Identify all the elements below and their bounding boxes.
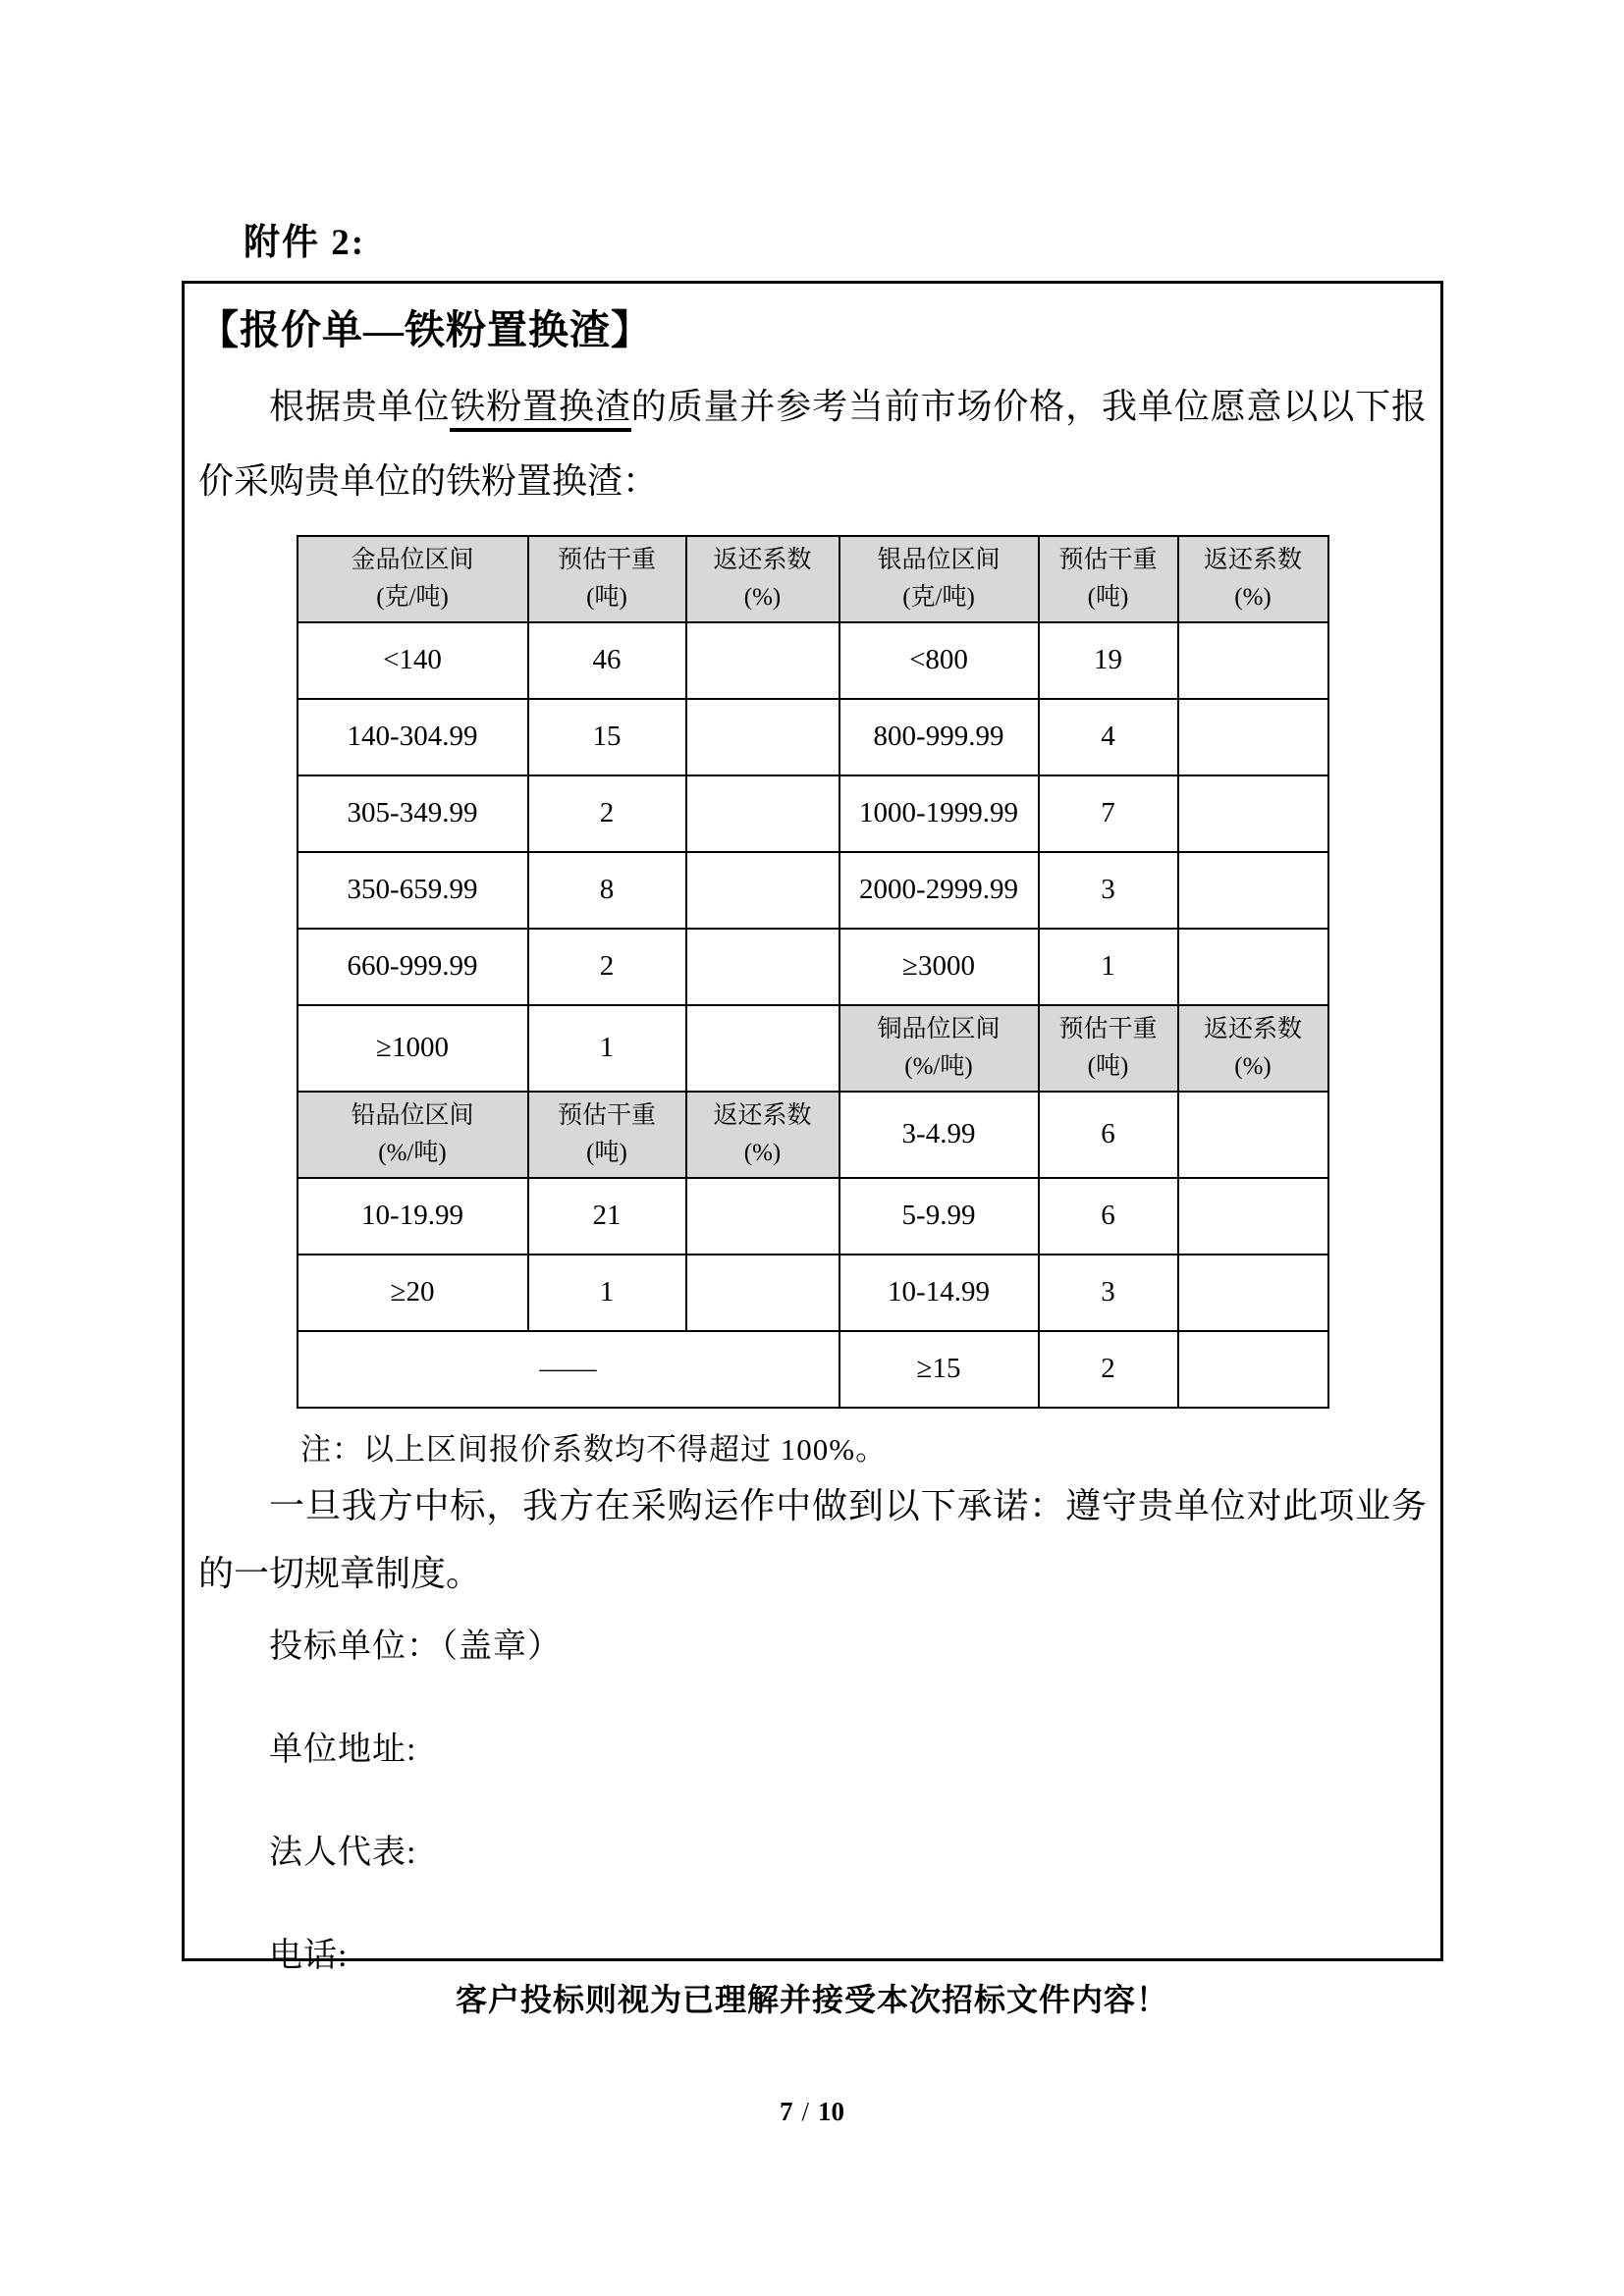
cell-text: 银品位区间 (877, 547, 1001, 574)
cell-unit-text: (%/吨) (904, 1052, 973, 1080)
cell-text: 预估干重 (1058, 547, 1158, 574)
table-cell (1039, 1255, 1178, 1331)
intro-underlined-term: 铁粉置换渣 (450, 387, 630, 432)
cell-text: 21 (592, 1200, 622, 1232)
table-cell (1178, 775, 1328, 852)
table-cell (1178, 852, 1328, 929)
cell-text: 铅品位区间 (351, 1102, 474, 1130)
cell-unit-text: (%) (1234, 583, 1272, 611)
quotation-table-body (298, 536, 1328, 1408)
table-cell (839, 775, 1039, 852)
page-number (0, 2097, 1624, 2127)
table-cell (528, 1255, 686, 1331)
cell-text: 1 (1101, 950, 1115, 983)
table-cell (528, 852, 686, 929)
page-separator: / (801, 2097, 809, 2126)
table-cell (686, 852, 839, 929)
page-total: 10 (818, 2097, 844, 2126)
cell-text: 预估干重 (1058, 1016, 1158, 1043)
table-header-cell (528, 536, 686, 622)
field-address: 单位地址: (269, 1731, 417, 1768)
table-header-cell (1039, 1005, 1178, 1092)
table-cell (686, 775, 839, 852)
table-cell (298, 1005, 528, 1092)
table-cell (298, 1331, 839, 1408)
cell-text: 3 (1101, 874, 1115, 906)
table-cell (528, 1178, 686, 1255)
table-cell (1039, 622, 1178, 699)
cell-text: 返还系数 (1203, 547, 1302, 574)
table-cell (298, 699, 528, 775)
cell-text: 6 (1101, 1118, 1115, 1150)
footer-caption: 客户投标则视为已理解并接受本次招标文件内容！ (455, 1982, 1168, 2017)
cell-text: 6 (1101, 1200, 1115, 1232)
cell-unit-text: (吨) (1087, 1052, 1129, 1080)
cell-text: 46 (592, 644, 622, 676)
table-cell (839, 1331, 1039, 1408)
table-cell (686, 1178, 839, 1255)
cell-unit-text: (%) (1234, 1052, 1272, 1080)
commitment-paragraph: 一旦我方中标，我方在采购运作中做到以下承诺：遵守贵单位对此项业务的一切规章制度。 (198, 1485, 1427, 1594)
table-header-cell (839, 1005, 1039, 1092)
table-row (298, 1005, 1328, 1092)
table-cell (1178, 929, 1328, 1005)
table-row (298, 699, 1328, 775)
cell-text: 305-349.99 (347, 797, 478, 829)
cell-text: 3 (1101, 1276, 1115, 1308)
cell-text: 4 (1101, 721, 1115, 753)
cell-text: 返还系数 (1203, 1016, 1302, 1043)
table-cell (1178, 1331, 1328, 1408)
cell-text: 5-9.99 (901, 1200, 976, 1232)
cell-text: ≥3000 (902, 950, 975, 983)
table-note: 注：以上区间报价系数均不得超过 100%。 (300, 1431, 888, 1467)
table-header-cell (686, 536, 839, 622)
table-row (298, 1092, 1328, 1178)
table-cell (298, 929, 528, 1005)
table-header-cell (1178, 1005, 1328, 1092)
attachment-label: 附件 2: (244, 223, 366, 263)
table-header-cell (298, 1092, 528, 1178)
cell-text: 2 (599, 950, 615, 983)
cell-unit-text: (%/吨) (378, 1139, 447, 1166)
table-cell (1039, 1331, 1178, 1408)
form-title: 【报价单—铁粉置换渣】 (198, 307, 652, 352)
cell-text: 8 (599, 874, 615, 906)
table-cell (839, 1092, 1039, 1178)
cell-text: <140 (383, 644, 442, 676)
cell-text: 19 (1094, 644, 1122, 676)
table-cell (1178, 1092, 1328, 1178)
cell-unit-text: (吨) (1087, 583, 1129, 611)
table-row (298, 852, 1328, 929)
table-cell (1178, 699, 1328, 775)
table-cell (1039, 699, 1178, 775)
cell-text: 1 (599, 1276, 615, 1308)
table-cell (1178, 1255, 1328, 1331)
cell-unit-text: (%) (743, 583, 782, 611)
table-cell (1039, 852, 1178, 929)
table-cell (686, 1005, 839, 1092)
table-cell (298, 1178, 528, 1255)
table-cell (1039, 1092, 1178, 1178)
cell-unit-text: (克/吨) (376, 583, 449, 611)
cell-text: 返还系数 (713, 547, 812, 574)
table-cell (839, 1178, 1039, 1255)
table-cell (686, 699, 839, 775)
table-row (298, 1178, 1328, 1255)
cell-text: 金品位区间 (351, 547, 474, 574)
cell-text: 预估干重 (557, 1102, 656, 1130)
table-cell (528, 775, 686, 852)
intro-paragraph (198, 369, 1427, 519)
cell-text: ≥1000 (376, 1032, 449, 1064)
table-row (298, 536, 1328, 622)
cell-text: <800 (909, 644, 968, 676)
cell-unit-text: (吨) (586, 1139, 627, 1166)
field-legal-rep: 法人代表: (269, 1834, 417, 1871)
quotation-form-box (182, 281, 1443, 1974)
table-cell (298, 775, 528, 852)
cell-unit-text: (%) (743, 1139, 782, 1166)
table-row (298, 1331, 1328, 1408)
table-row (298, 929, 1328, 1005)
cell-unit-text: (克/吨) (902, 583, 975, 611)
table-cell (298, 1255, 528, 1331)
table-cell (839, 622, 1039, 699)
cell-text: 铜品位区间 (877, 1016, 1001, 1043)
cell-text: 返还系数 (713, 1102, 812, 1130)
intro-suffix: 的质量并参考当前市场价格，我单位愿意以以下报价采购贵单位的铁粉置换渣： (198, 387, 1427, 502)
table-cell (528, 929, 686, 1005)
table-cell (528, 699, 686, 775)
table-header-cell (298, 536, 528, 622)
cell-text: 140-304.99 (347, 721, 478, 753)
table-row (298, 622, 1328, 699)
table-cell (1039, 775, 1178, 852)
cell-text: 15 (592, 721, 622, 753)
table-cell (528, 622, 686, 699)
cell-unit-text: (吨) (586, 583, 627, 611)
cell-text: 2 (1101, 1353, 1115, 1385)
table-header-cell (686, 1092, 839, 1178)
cell-text: 1 (599, 1032, 615, 1064)
table-row (298, 775, 1328, 852)
cell-text: 800-999.99 (873, 721, 1004, 753)
cell-text: 350-659.99 (347, 874, 478, 906)
intro-prefix: 根据贵单位 (269, 387, 451, 426)
table-cell (528, 1005, 686, 1092)
table-header-cell (1178, 536, 1328, 622)
cell-text: 10-14.99 (888, 1276, 990, 1308)
table-cell (686, 622, 839, 699)
cell-text: 预估干重 (557, 547, 656, 574)
table-cell (686, 929, 839, 1005)
cell-text: 7 (1101, 797, 1115, 829)
cell-text: 2000-2999.99 (859, 874, 1018, 906)
field-bidder: 投标单位：（盖章） (269, 1628, 562, 1665)
table-cell (686, 1255, 839, 1331)
table-cell (839, 929, 1039, 1005)
cell-text: 1000-1999.99 (859, 797, 1018, 829)
table-cell (298, 622, 528, 699)
cell-text: 2 (599, 797, 615, 829)
table-cell (1178, 1178, 1328, 1255)
table-cell (1039, 929, 1178, 1005)
table-cell (839, 1255, 1039, 1331)
table-cell (1039, 1178, 1178, 1255)
cell-text: ≥20 (390, 1276, 435, 1308)
page-current: 7 (779, 2097, 793, 2126)
field-phone: 电话: (269, 1937, 349, 1974)
cell-text: 660-999.99 (347, 950, 478, 983)
table-cell (839, 852, 1039, 929)
table-header-cell (528, 1092, 686, 1178)
cell-text: —— (539, 1353, 597, 1385)
table-cell (298, 852, 528, 929)
table-header-cell (1039, 536, 1178, 622)
table-cell (839, 699, 1039, 775)
table-cell (1178, 622, 1328, 699)
table-header-cell (839, 536, 1039, 622)
quotation-table (297, 535, 1329, 1409)
table-row (298, 1255, 1328, 1331)
cell-text: 10-19.99 (361, 1200, 463, 1232)
cell-text: 3-4.99 (901, 1118, 976, 1150)
cell-text: ≥15 (916, 1353, 961, 1385)
